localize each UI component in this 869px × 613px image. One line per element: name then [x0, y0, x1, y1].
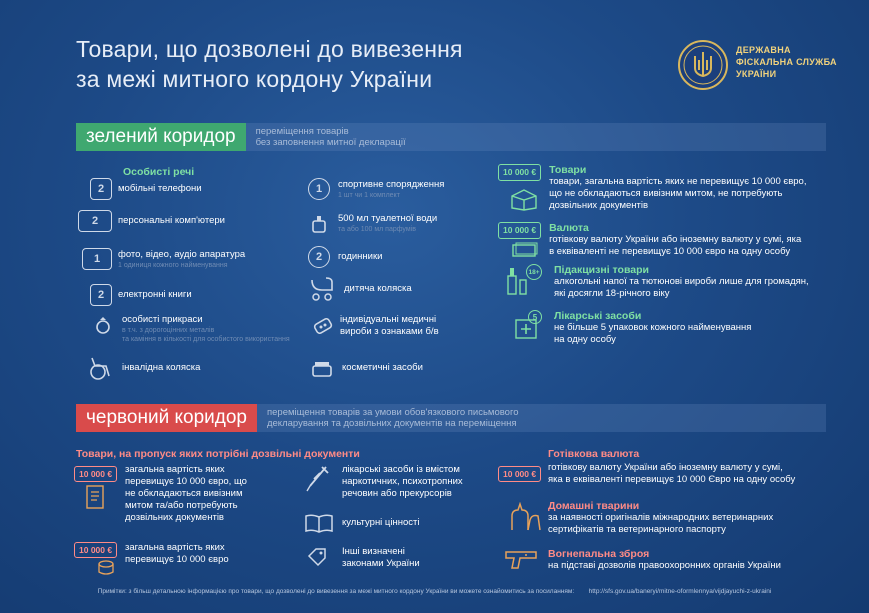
list-item: індивідуальні медичні вироби з ознаками б/в [312, 314, 439, 338]
cosmetics-jar-icon [310, 356, 334, 380]
list-item: 1 фото, відео, аудіо апаратура 1 одиниця кожного найменування [82, 248, 245, 270]
box-icon [510, 188, 538, 217]
list-item: особисті прикраси в т.ч. з дорогоцінних металів та каміння в кількості для особистого використання [92, 314, 290, 344]
watch-icon: 2 [308, 246, 330, 268]
bottles-icon: 18+ [504, 264, 540, 296]
red-corridor-bar [76, 404, 826, 432]
green-corridor-label: зелений коридор [76, 123, 246, 151]
pistol-icon [504, 548, 540, 575]
list-item: загальна вартість яких перевищує 10 000 євро [125, 542, 229, 565]
list-item: культурні цінності [304, 512, 419, 534]
list-item: Вогнепальна зброя на підставі дозволів правоохоронних органів України [548, 548, 781, 571]
green-corridor-bar [76, 123, 826, 151]
list-item: 18+ Підакцизні товари алкогольні напої та тютюнові вироби лише для громадян, які досягли 18-річного віку [504, 264, 809, 300]
footnote: Примітки: з більш детальною інформацією про товари, що дозволені до вивезення за межі митного кордону України ви можете ознайомитись за посиланням: http://sfs.gov.ua/baneryi/mitne-oformlennya/vijdjayuchi-z-ukraini [97, 588, 772, 595]
camera-icon: 1 [82, 248, 112, 270]
wheelchair-icon [86, 354, 114, 382]
list-item: лікарські засоби із вмістом наркотичних, психотропних речовин або прекурсорів [304, 464, 463, 500]
list-item: 1 спортивне спорядження 1 шт чи 1 комплект [308, 178, 444, 200]
list-item: 2 електронні книги [90, 284, 192, 306]
list-item: загальна вартість яких перевищує 10 000 євро, що не обкладаються вивізним митом та/або потребують дозвільних документів [125, 464, 247, 523]
ring-icon [92, 314, 114, 336]
pills-blister-icon [312, 315, 334, 337]
medicine-box-icon: 5 [514, 310, 542, 340]
list-item: інвалідна коляска [86, 354, 200, 382]
list-item: готівкову валюту України або іноземну валюту у сумі, яка в еквіваленті перевищує 10 000 Євро на одну особу [548, 462, 796, 485]
open-book-icon [304, 512, 334, 534]
list-item: 2 годинники [308, 246, 382, 268]
syringe-icon [304, 464, 330, 494]
money-badge: 10 000 € [74, 542, 117, 558]
organization-name: ДЕРЖАВНА ФІСКАЛЬНА СЛУЖБА УКРАЇНИ [736, 45, 837, 79]
baby-stroller-icon [308, 276, 336, 302]
list-item: косметичні засоби [310, 356, 423, 380]
cash-heading: Готівкова валюта [548, 448, 640, 460]
title-line-1: Товари, що дозволені до вивезення [76, 36, 463, 62]
banknote-icon [512, 242, 538, 263]
red-corridor-label: червоний коридор [76, 404, 257, 432]
money-badge: 10 000 € [498, 164, 541, 181]
personal-items-heading: Особисті речі [123, 166, 195, 178]
footnote-link[interactable]: http://sfs.gov.ua/baneryi/mitne-oformlennya/vijdjayuchi-z-ukraini [588, 588, 772, 595]
dog-cat-icon [508, 502, 542, 537]
list-item: 2 мобільні телефони [90, 178, 202, 200]
mobile-phone-icon: 2 [90, 178, 112, 200]
red-corridor-note: переміщення товарів за умови обов'язкового письмового декларування та дозвільних документів на переміщення [257, 404, 826, 432]
coins-icon [96, 560, 116, 581]
permits-heading: Товари, на пропуск яких потрібні дозвільні документи [76, 448, 360, 460]
page-title [76, 34, 596, 94]
money-badge: 10 000 € [498, 466, 541, 482]
document-icon [84, 484, 108, 515]
list-item: 10 000 € Товари товари, загальна вартість яких не перевищує 10 000 євро, що не обкладаються вивізним митом, не потребують дозвільних документів [498, 164, 806, 212]
sports-ball-icon: 1 [308, 178, 330, 200]
list-item: 2 персональні комп'ютери [78, 210, 225, 232]
list-item: Домашні тварини за наявності оригіналів міжнародних ветеринарних сертифікатів та ветеринарного паспорту [548, 500, 774, 535]
e-book-icon: 2 [90, 284, 112, 306]
tag-icon [306, 546, 328, 568]
money-badge: 10 000 € [498, 222, 541, 239]
list-item: дитяча коляска [308, 276, 412, 302]
computer-icon: 2 [78, 210, 112, 232]
list-item: 5 Лікарські засоби не більше 5 упаковок кожного найменування на одну особу [514, 310, 751, 346]
title-line-2: за межі митного кордону України [76, 66, 433, 92]
trident-emblem-icon [678, 40, 728, 90]
perfume-bottle-icon [308, 212, 330, 234]
list-item: 500 мл туалетної води та або 100 мл парфумів [308, 212, 437, 234]
green-corridor-note: переміщення товарів без заповнення митної декларації [246, 123, 826, 151]
money-badge: 10 000 € [74, 466, 117, 482]
list-item: Інші визначені законами України [306, 546, 420, 570]
list-item: 10 000 € Валюта готівкову валюту України або іноземну валюту у сумі, яка в еквіваленті не перевищує 10 000 євро на одну особу [498, 222, 801, 258]
